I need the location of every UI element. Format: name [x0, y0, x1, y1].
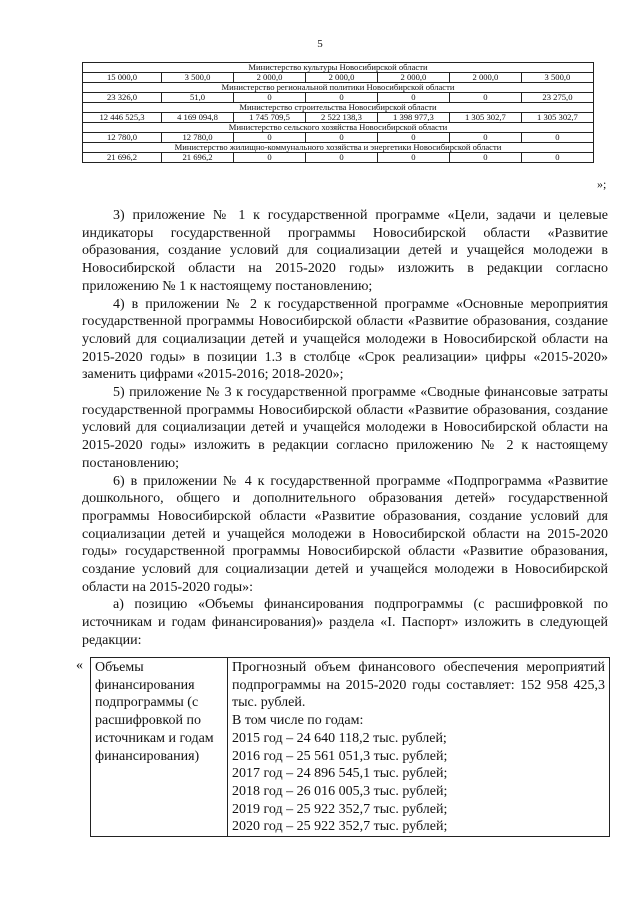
ministry-name: Министерство жилищно-коммунального хозяйства и энергетики Новосибирской области — [83, 143, 594, 153]
value-cell: 4 169 094,8 — [162, 113, 234, 123]
ministry-header-row — [83, 63, 594, 73]
passport-year-line: 2017 год – 24 896 545,1 тыс. рублей; — [232, 766, 448, 782]
value-cell: 2 522 138,3 — [305, 113, 377, 123]
passport-right-cell — [228, 658, 610, 837]
value-cell: 0 — [305, 133, 377, 143]
value-cell: 2 000,0 — [305, 73, 377, 83]
paragraph-subitem-a: а) позицию «Объемы финансирования подпрограммы (с расшифровкой по источникам и годам финансирования)» раздела «I. Паспорт» изложить в следующей редакции: — [82, 597, 608, 648]
value-cell: 1 305 302,7 — [521, 113, 593, 123]
paragraph-item-3: 3) приложение № 1 к государственной программе «Цели, задачи и целевые индикаторы государственной программы Новосибирской области «Развитие образования, создание условий для социализации детей и учащейся молодежи в Новосибирской области на 2015-2020 годы» изложить в редакции согласно приложению № 1 к настоящему постановлению; — [82, 208, 608, 294]
passport-year-line: 2018 год – 26 016 005,3 тыс. рублей; — [232, 783, 448, 799]
finance-table — [82, 62, 594, 163]
passport-intro: Прогнозный объем финансового обеспечения мероприятий подпрограммы на 2015-2020 годы составляет: 152 958 425,3 тыс. рублей. — [232, 660, 605, 711]
ministry-name: Министерство культуры Новосибирской области — [83, 63, 594, 73]
paragraph-item-4: 4) в приложении № 2 к государственной программе «Основные мероприятия государственной программы Новосибирской области «Развитие образования, создание условий для социализации детей и учащейся молодежи в Новосибирской области на 2015-2020 годы» в позиции 1.3 в столбце «Срок реализации» цифры «2015-2020» заменить цифрами «2015-2016; 2018-2020»; — [82, 296, 608, 383]
value-cell: 15 000,0 — [83, 73, 162, 83]
value-cell: 0 — [377, 153, 449, 163]
ministry-values-row — [83, 133, 594, 143]
paragraph-item-5: 5) приложение № 3 к государственной программе «Сводные финансовые затраты государственной программы Новосибирской области «Развитие образования, создание условий для социализации детей и учащейся молодежи в Новосибирской области на 2015-2020 годы» изложить в редакции согласно приложению № 2 к настоящему постановлению; — [82, 385, 608, 471]
ministry-header-row — [83, 83, 594, 93]
document-body — [82, 207, 608, 650]
ministry-name: Министерство строительства Новосибирской области — [83, 103, 594, 113]
value-cell: 3 500,0 — [521, 73, 593, 83]
value-cell: 0 — [305, 153, 377, 163]
value-cell: 12 780,0 — [162, 133, 234, 143]
value-cell: 0 — [449, 133, 521, 143]
ministry-header-row — [83, 143, 594, 153]
value-cell: 1 398 977,3 — [377, 113, 449, 123]
ministry-values-row — [83, 153, 594, 163]
value-cell: 2 000,0 — [377, 73, 449, 83]
ministry-header-row — [83, 103, 594, 113]
value-cell: 0 — [234, 153, 306, 163]
passport-by-years: В том числе по годам: — [232, 713, 364, 729]
value-cell: 21 696,2 — [83, 153, 162, 163]
value-cell: 12 780,0 — [83, 133, 162, 143]
paragraph-item-6: 6) в приложении № 4 к государственной программе «Подпрограмма «Развитие дошкольного, общего и дополнительного образования детей» государственной программы Новосибирской области «Развитие образования, создание условий для социализации детей и учащейся молодежи в Новосибирской области на 2015-2020 годы» государственной программы Новосибирской области «Развитие образования, создание условий для социализации детей и учащейся молодежи в Новосибирской области на 2015-2020 годы»: — [82, 473, 608, 595]
value-cell: 2 000,0 — [234, 73, 306, 83]
ministry-values-row — [83, 93, 594, 103]
value-cell: 3 500,0 — [162, 73, 234, 83]
passport-table — [90, 657, 610, 837]
value-cell: 0 — [234, 93, 306, 103]
value-cell: 0 — [449, 153, 521, 163]
value-cell: 0 — [305, 93, 377, 103]
ministry-name: Министерство региональной политики Новосибирской области — [83, 83, 594, 93]
passport-left-cell — [91, 658, 228, 837]
value-cell: 2 000,0 — [449, 73, 521, 83]
ministry-name: Министерство сельского хозяйства Новосибирской области — [83, 123, 594, 133]
value-cell: 0 — [521, 153, 593, 163]
value-cell: 0 — [377, 133, 449, 143]
passport-year-line: 2020 год – 25 922 352,7 тыс. рублей; — [232, 819, 448, 835]
value-cell: 0 — [377, 93, 449, 103]
value-cell: 0 — [234, 133, 306, 143]
passport-open-quote: « — [76, 658, 83, 673]
value-cell: 12 446 525,3 — [83, 113, 162, 123]
ministry-header-row — [83, 123, 594, 133]
page-number: 5 — [317, 38, 323, 50]
value-cell: 51,0 — [162, 93, 234, 103]
table-closing-quote: »; — [597, 177, 607, 191]
ministry-values-row — [83, 73, 594, 83]
value-cell: 0 — [449, 93, 521, 103]
passport-year-line: 2019 год – 25 922 352,7 тыс. рублей; — [232, 801, 448, 817]
ministry-values-row — [83, 113, 594, 123]
passport-year-line: 2015 год – 24 640 118,2 тыс. рублей; — [232, 730, 447, 746]
passport-row — [91, 658, 610, 837]
value-cell: 1 305 302,7 — [449, 113, 521, 123]
value-cell: 23 326,0 — [83, 93, 162, 103]
passport-left-label: Объемы финансирования подпрограммы (с расшифровкой по источникам и годам финансирования) — [95, 660, 214, 764]
value-cell: 21 696,2 — [162, 153, 234, 163]
value-cell: 23 275,0 — [521, 93, 593, 103]
passport-year-line: 2016 год – 25 561 051,3 тыс. рублей; — [232, 748, 448, 764]
value-cell: 1 745 709,5 — [234, 113, 306, 123]
value-cell: 0 — [521, 133, 593, 143]
